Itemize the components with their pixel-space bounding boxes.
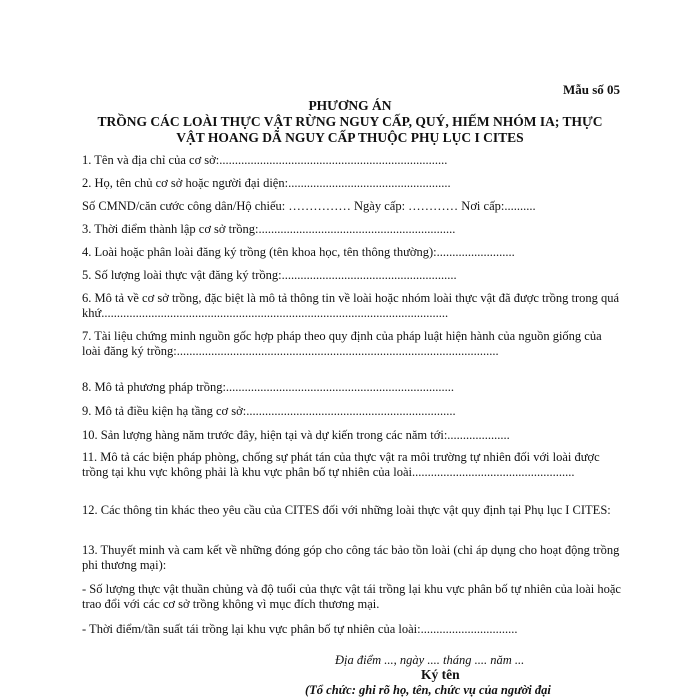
title-line-1: PHƯƠNG ÁN	[308, 98, 392, 113]
item-10-yield: 10. Sản lượng hàng năm trước đây, hiện tại và dự kiến trong các năm tới:....................	[82, 428, 510, 442]
item-8-method: 8. Mô tả phương pháp trồng:.........................................................................	[82, 380, 455, 394]
item-1-facility-name: 1. Tên và địa chỉ của cơ sở:.........................................................................	[82, 153, 448, 167]
item-3-established: 3. Thời điểm thành lập cơ sở trồng:...............................................................	[82, 222, 456, 236]
form-number: Mẫu số 05	[562, 82, 620, 97]
signature-place-date: Địa điểm ..., ngày .... tháng .... năm ...	[335, 653, 525, 667]
item-9-infrastructure: 9. Mô tả điều kiện hạ tầng cơ sở:...................................................................	[82, 404, 456, 418]
title-line-2: TRỒNG CÁC LOÀI THỰC VẬT RỪNG NGUY CẤP, QUÝ, HIẾM NHÓM IA; THỰC	[97, 114, 603, 129]
item-2-id-info: Số CMND/căn cước công dân/Hộ chiếu: …………… Ngày cấp: ………… Nơi cấp:..........	[82, 199, 536, 213]
item-13-sub-a: - Số lượng thực vật thuần chủng và độ tuổi của thực vật tái trồng lại khu vực phân bố tự nhiên của loài hoặc trao đổi với các cơ sở trồng không vì mục đích thương mại.	[82, 582, 625, 611]
item-6-facility-description: 6. Mô tả về cơ sở trồng, đặc biệt là mô tả thông tin về loài hoặc nhóm loài thực vật đã được trồng trong quá khứ...............................................................................................................	[82, 291, 623, 320]
item-2-owner-name: 2. Họ, tên chủ cơ sở hoặc người đại diện:....................................................	[82, 176, 451, 190]
item-5-quantity: 5. Số lượng loài thực vật đăng ký trồng:........................................................	[82, 268, 457, 282]
item-12-cites-info: 12. Các thông tin khác theo yêu cầu của CITES đối với những loài thực vật quy định tại Phụ lục I CITES:	[82, 503, 611, 517]
signature-label: Ký tên	[421, 667, 460, 682]
signature-note: (Tổ chức: ghi rõ họ, tên, chức vụ của người đại	[305, 683, 551, 697]
title-line-3: VẬT HOANG DÃ NGUY CẤP THUỘC PHỤ LỤC I CITES	[176, 130, 524, 145]
item-13-sub-b: - Thời điểm/tần suất tái trồng lại khu vực phân bố tự nhiên của loài:...............................	[82, 622, 518, 636]
item-7-legal-origin: 7. Tài liệu chứng minh nguồn gốc hợp pháp theo quy định của pháp luật hiện hành của nguồn giống của loài đăng ký trồng:.......................................................................................................	[82, 329, 605, 358]
document-title	[82, 98, 618, 146]
item-11-prevention: 11. Mô tả các biện pháp phòng, chống sự phát tán của thực vật ra môi trường tự nhiên đối với loài được trồng tại khu vực không phải là khu vực phân bố tự nhiên của loài....................................................	[82, 450, 603, 479]
item-4-species: 4. Loài hoặc phân loài đăng ký trồng (tên khoa học, tên thông thường):.........................	[82, 245, 515, 259]
item-13-conservation: 13. Thuyết minh và cam kết về những đóng góp cho công tác bảo tồn loài (chỉ áp dụng cho hoạt động trồng phi thương mại):	[82, 543, 623, 572]
